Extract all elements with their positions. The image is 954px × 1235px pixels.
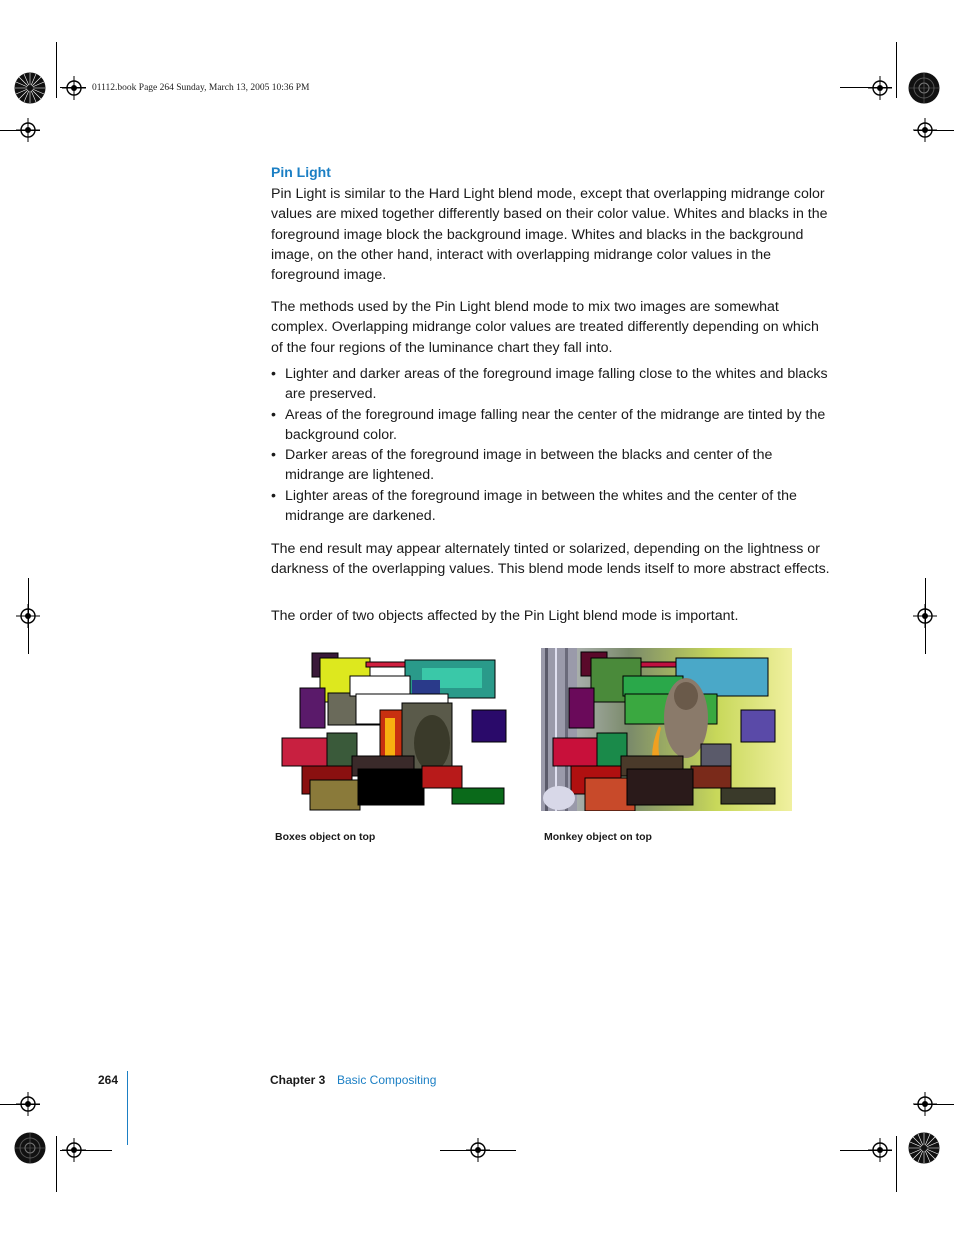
page-number: 264: [98, 1073, 119, 1087]
registration-target-icon: [16, 1092, 40, 1116]
figure-boxes-on-top: [272, 648, 508, 811]
section-title: Pin Light: [271, 164, 331, 180]
registration-target-icon: [868, 1138, 892, 1162]
bullet-dot: •: [271, 487, 276, 504]
registration-target-icon: [16, 118, 40, 142]
color-starburst-icon: [908, 72, 940, 104]
crop-mark-top-right-v: [896, 42, 897, 98]
registration-target-icon: [913, 604, 937, 628]
registration-target-icon: [466, 1138, 490, 1162]
list-item: [271, 486, 831, 527]
boxes-composite-image: [272, 648, 508, 811]
crop-mark-bottom-right-v: [896, 1136, 897, 1192]
list-item: [271, 364, 831, 405]
list-item: [271, 445, 831, 486]
crop-mark-top-left-v: [56, 42, 57, 98]
registration-target-icon: [913, 1092, 937, 1116]
list-item-text: Darker areas of the foreground image in between the blacks and center of the midrange are lightened.: [285, 447, 773, 484]
chapter-label: Chapter 3: [270, 1073, 326, 1087]
list-item-text: Areas of the foreground image falling near the center of the midrange are tinted by the background color.: [285, 406, 826, 443]
paragraph-methods: The methods used by the Pin Light blend mode to mix two images are somewhat complex. Overlapping midrange color values are treated differently depending on which of the four regions of the luminance chart they fall into.: [271, 299, 819, 356]
list-item: [271, 405, 831, 446]
paragraph-result: The end result may appear alternately tinted or solarized, depending on the lightness or darkness of the overlapping values. This blend mode lends itself to more abstract effects.: [271, 541, 830, 578]
chapter-title-link[interactable]: Basic Compositing: [337, 1073, 437, 1087]
paragraph-intro: Pin Light is similar to the Hard Light blend mode, except that overlapping midrange color values are mixed together differently based on their color value. Whites and blacks in the foreground image block the background image. Whites and blacks in the background image, on the other hand, interact with overlapping midrange color values in the foreground image.: [271, 186, 828, 284]
registration-target-icon: [62, 1138, 86, 1162]
registration-target-icon: [62, 76, 86, 100]
footer-divider: [127, 1071, 128, 1145]
paragraph-order: The order of two objects affected by the Pin Light blend mode is important.: [271, 608, 739, 624]
figure-monkey-on-top: [541, 648, 792, 811]
list-item-text: Lighter areas of the foreground image in between the whites and the center of the midrange are darkened.: [285, 487, 797, 525]
bullet-dot: •: [271, 406, 276, 423]
color-starburst-icon: [14, 72, 46, 104]
crop-mark-bottom-left-v: [56, 1136, 57, 1192]
color-starburst-icon: [14, 1132, 46, 1164]
color-starburst-icon: [908, 1132, 940, 1164]
registration-target-icon: [868, 76, 892, 100]
registration-target-icon: [913, 118, 937, 142]
bullet-list: [271, 364, 831, 526]
monkey-composite-image: [541, 648, 792, 811]
bullet-dot: •: [271, 366, 276, 382]
list-item-text: Lighter and darker areas of the foreground image falling close to the whites and blacks are preserved.: [285, 366, 828, 403]
figure-caption: Boxes object on top: [275, 831, 376, 843]
print-header-slug: 01112.book Page 264 Sunday, March 13, 2005 10:36 PM: [92, 83, 310, 93]
figure-caption: Monkey object on top: [544, 831, 652, 843]
registration-target-icon: [16, 604, 40, 628]
bullet-dot: •: [271, 447, 276, 464]
